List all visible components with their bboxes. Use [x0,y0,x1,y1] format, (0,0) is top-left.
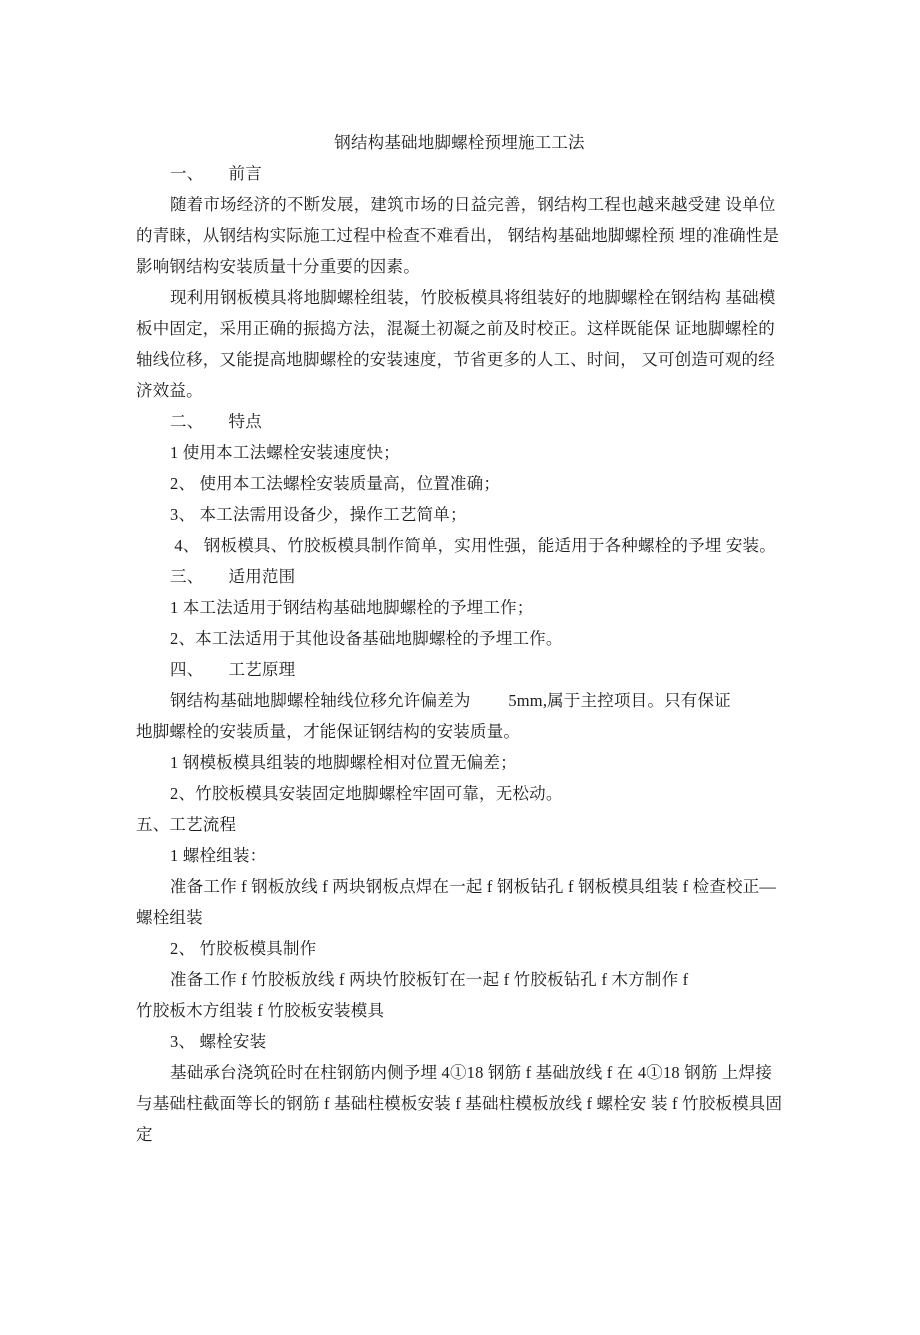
paragraph-line: 轴线位移，又能提高地脚螺栓的安装速度，节省更多的人工、时间， 又可创造可观的经 [136,350,775,369]
process-flow-line: 定 [136,1125,153,1144]
list-item: 2、 使用本工法螺栓安装质量高，位置准确； [170,474,501,493]
doc-title: 钢结构基础地脚螺栓预埋施工工法 [334,133,585,152]
process-flow-line: 螺栓组装 [136,908,203,927]
list-item: 2、本工法适用于其他设备基础地脚螺栓的予埋工作。 [170,629,563,648]
process-flow-line: 与基础柱截面等长的钢筋 f 基础柱模板安装 f 基础柱模板放线 f 螺栓安 装 f 竹胶板模具固 [136,1094,783,1113]
paragraph-line: 的青睐，从钢结构实际施工过程中检查不难看出， 钢结构基础地脚螺栓预 埋的准确性是 [136,226,780,245]
section-heading-4: 四、 工艺原理 [170,660,296,679]
paragraph-line: 济效益。 [136,381,203,400]
paragraph-line: 地脚螺栓的安装质量，才能保证钢结构的安装质量。 [136,722,521,741]
section-heading-1: 一、 前言 [170,164,262,183]
list-item: 1 本工法适用于钢结构基础地脚螺栓的予埋工作； [170,598,534,617]
list-item: 1 钢模板模具组装的地脚螺栓相对位置无偏差； [170,753,517,772]
process-flow-line: 准备工作 f 竹胶板放线 f 两块竹胶板钉在一起 f 竹胶板钻孔 f 木方制作 f [170,970,689,989]
paragraph-line: 板中固定，采用正确的振捣方法，混凝土初凝之前及时校正。这样既能保 证地脚螺栓的 [136,319,775,338]
process-flow-line: 基础承台浇筑砼时在柱钢筋内侧予埋 4①18 钢筋 f 基础放线 f 在 4①18 钢筋 上焊接 [170,1063,773,1082]
process-flow-line: 竹胶板木方组装 f 竹胶板安装模具 [136,1001,385,1020]
list-item: 1 使用本工法螺栓安装速度快； [170,443,400,462]
list-item: 2、 竹胶板模具制作 [170,939,317,958]
list-item: 3、 本工法需用设备少，操作工艺简单； [170,505,467,524]
list-item: 2、竹胶板模具安装固定地脚螺栓牢固可靠，无松动。 [170,784,563,803]
paragraph-line: 随着市场经济的不断发展，建筑市场的日益完善，钢结构工程也越来越受建 设单位 [170,195,776,214]
section-heading-2: 二、 特点 [170,412,262,431]
list-item: 3、 螺栓安装 [170,1032,267,1051]
list-item: 4、 钢板模具、竹胶板模具制作简单，实用性强，能适用于各种螺栓的予埋 安装。 [170,536,776,555]
paragraph-line: 现利用钢板模具将地脚螺栓组装，竹胶板模具将组装好的地脚螺栓在钢结构 基础模 [170,288,776,307]
section-heading-3: 三、 适用范围 [170,567,296,586]
paragraph-line: 影响钢结构安装质量十分重要的因素。 [136,257,420,276]
process-flow-line: 准备工作 f 钢板放线 f 两块钢板点焊在一起 f 钢板钻孔 f 钢板模具组装 f 检查校正— [170,877,777,896]
paragraph-line: 钢结构基础地脚螺栓轴线位移允许偏差为 5mm,属于主控项目。只有保证 [170,691,731,710]
list-item: 1 螺栓组装： [170,846,267,865]
section-heading-5: 五、工艺流程 [136,815,237,834]
